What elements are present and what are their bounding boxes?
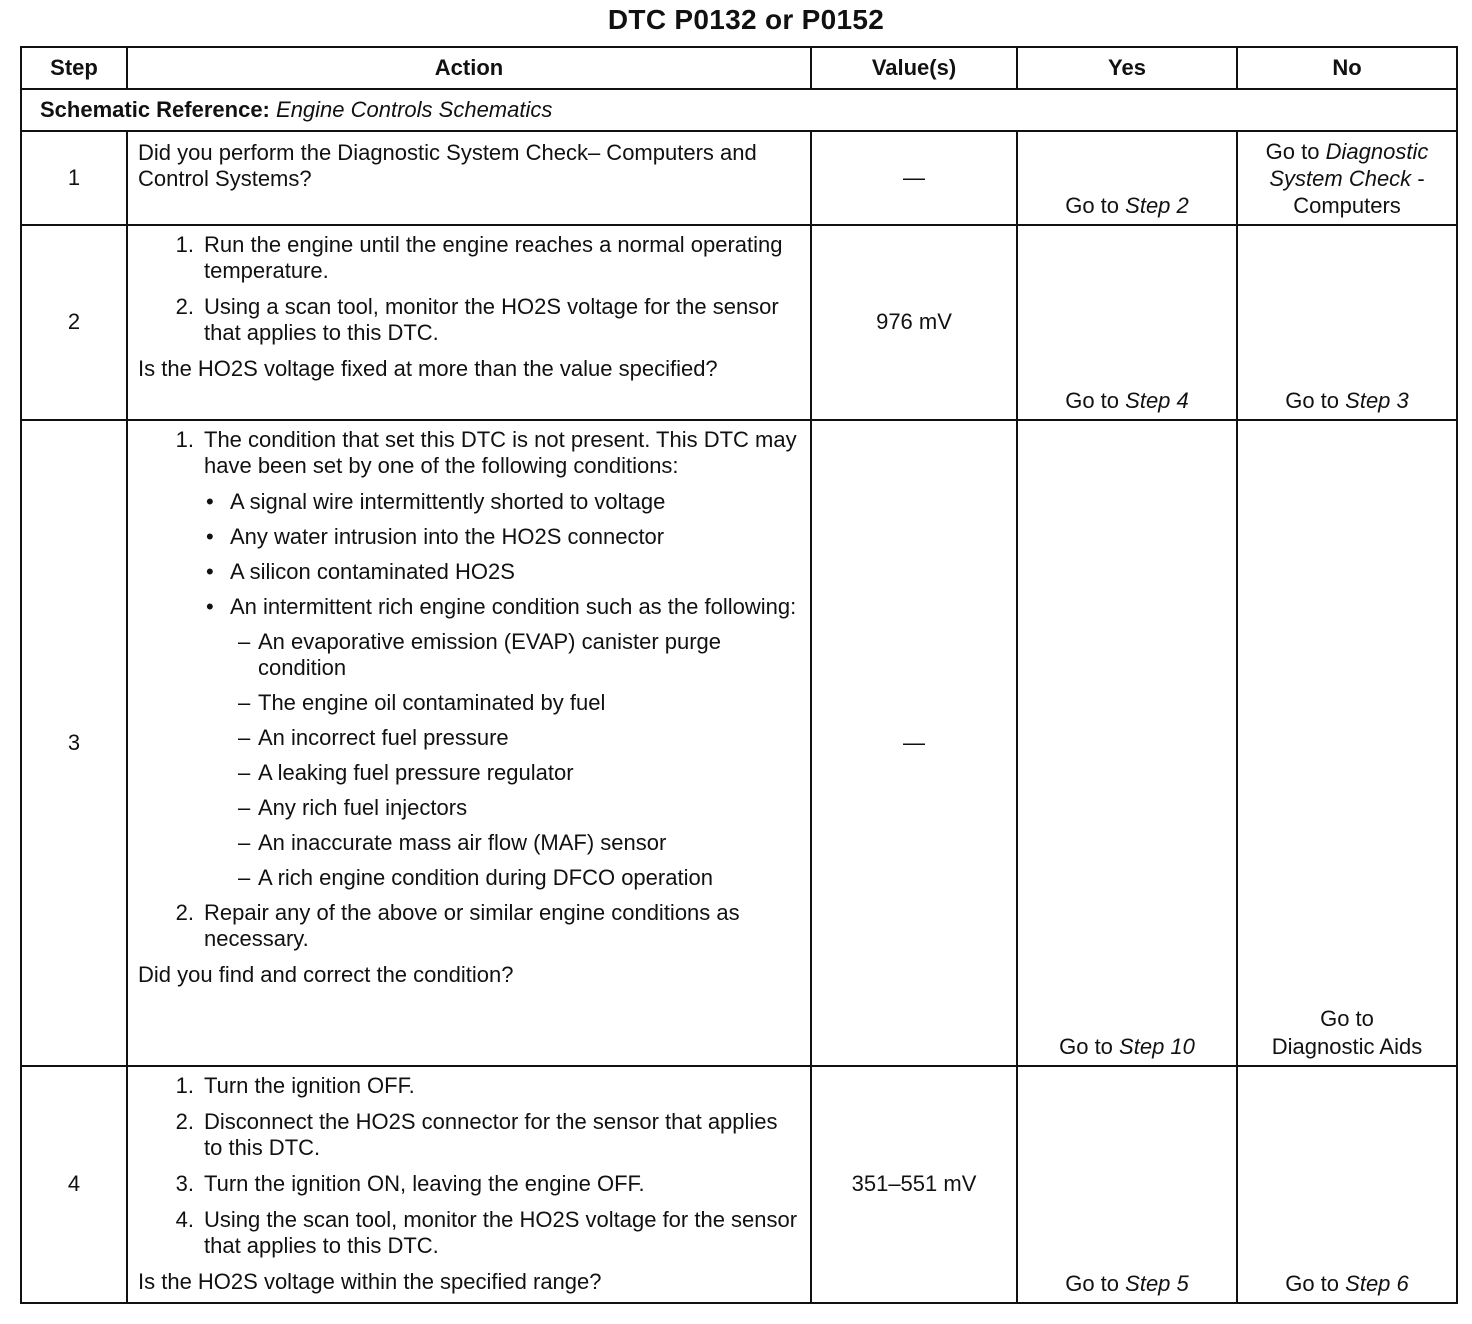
table-row [21, 1066, 1457, 1303]
diagnostic-table [20, 46, 1458, 1304]
no-prefix: Go to [1285, 387, 1340, 413]
list-item: 2. Repair any of the above or similar engine conditions as necessary. [175, 899, 740, 951]
bullet-item: • A silicon contaminated HO2S [206, 558, 515, 584]
value-cell: 351–551 mV [811, 1066, 1017, 1303]
no-cell [1237, 131, 1457, 225]
step-number: 4 [21, 1066, 127, 1303]
action-cell [127, 131, 811, 225]
schematic-reference-row [21, 89, 1457, 131]
value-cell: 976 mV [811, 225, 1017, 420]
no-prefix: Go to [1285, 1271, 1340, 1296]
schematic-reference-link[interactable]: Engine Controls Schematics [276, 97, 553, 123]
list-item: 2. Using a scan tool, monitor the HO2S voltage for the sensor that applies to this DTC. [175, 293, 779, 345]
dash-item: – An evaporative emission (EVAP) canister purge condition [238, 628, 722, 680]
step-number: 2 [21, 225, 127, 420]
list-item: 1. The condition that set this DTC is not present. This DTC may have been set by one of the following conditions: [175, 426, 797, 478]
header-no: No [1237, 47, 1457, 89]
action-question: Did you perform the Diagnostic System Check– Computers and Control Systems? [138, 140, 757, 192]
table-row [21, 225, 1457, 420]
table-row [21, 420, 1457, 1066]
no-cell [1237, 1066, 1457, 1303]
dash-item: – Any rich fuel injectors [238, 794, 468, 820]
action-cell [127, 1066, 811, 1303]
no-suffix: - [1417, 166, 1425, 192]
dash-item: – An incorrect fuel pressure [238, 724, 509, 750]
table-row [21, 131, 1457, 225]
no-line1: Go to [1320, 1005, 1374, 1031]
no-prefix: Go to [1265, 139, 1320, 165]
header-values: Value(s) [811, 47, 1017, 89]
value-cell: — [811, 420, 1017, 1066]
dash-item: – A leaking fuel pressure regulator [238, 759, 574, 785]
list-item: 1. Run the engine until the engine reaches a normal operating temperature. [175, 231, 783, 283]
page-title: DTC P0132 or P0152 [607, 4, 885, 35]
no-link[interactable]: Step 3 [1345, 387, 1409, 413]
value-cell: — [811, 131, 1017, 225]
step-number: 3 [21, 420, 127, 1066]
yes-cell [1017, 420, 1237, 1066]
header-action: Action [127, 47, 811, 89]
yes-cell [1017, 225, 1237, 420]
header-step: Step [21, 47, 127, 89]
schematic-reference [21, 89, 1457, 131]
bullet-item: • An intermittent rich engine condition such as the following: [206, 593, 797, 619]
schematic-reference-label: Schematic Reference: [40, 97, 270, 123]
dash-item: – An inaccurate mass air flow (MAF) sensor [238, 829, 667, 855]
yes-prefix: Go to [1065, 192, 1120, 218]
bullet-item: • Any water intrusion into the HO2S connector [206, 523, 665, 549]
yes-cell [1017, 1066, 1237, 1303]
list-item: 2. Disconnect the HO2S connector for the sensor that applies to this DTC. [175, 1108, 778, 1160]
list-item: 3. Turn the ignition ON, leaving the engine OFF. [175, 1170, 645, 1196]
step-number: 1 [21, 131, 127, 225]
action-question: Did you find and correct the condition? [138, 961, 514, 987]
header-row [21, 47, 1457, 89]
yes-link[interactable]: Step 4 [1125, 387, 1189, 413]
dash-item: – A rich engine condition during DFCO operation [238, 864, 713, 890]
yes-link[interactable]: Step 10 [1119, 1033, 1195, 1059]
no-cell [1237, 225, 1457, 420]
no-link[interactable]: Diagnostic Aids [1271, 1033, 1423, 1059]
yes-cell [1017, 131, 1237, 225]
no-cell [1237, 420, 1457, 1066]
no-tail: Computers [1293, 193, 1401, 219]
action-question: Is the HO2S voltage fixed at more than the value specified? [138, 355, 718, 381]
action-cell [127, 420, 811, 1066]
list-item: 1. Turn the ignition OFF. [175, 1072, 415, 1098]
dash-item: – The engine oil contaminated by fuel [238, 689, 606, 715]
action-question: Is the HO2S voltage within the specified range? [138, 1268, 602, 1294]
bullet-item: • A signal wire intermittently shorted to voltage [206, 488, 666, 514]
no-link[interactable]: Diagnostic System Check [1269, 139, 1429, 192]
yes-prefix: Go to [1065, 1271, 1120, 1296]
no-link[interactable]: Step 6 [1345, 1271, 1409, 1296]
yes-prefix: Go to [1065, 387, 1120, 413]
action-cell [127, 225, 811, 420]
list-item: 4. Using the scan tool, monitor the HO2S voltage for the sensor that applies to this DTC. [175, 1206, 798, 1258]
yes-link[interactable]: Step 2 [1125, 192, 1189, 218]
yes-prefix: Go to [1059, 1033, 1113, 1059]
yes-link[interactable]: Step 5 [1125, 1271, 1189, 1296]
header-yes: Yes [1017, 47, 1237, 89]
